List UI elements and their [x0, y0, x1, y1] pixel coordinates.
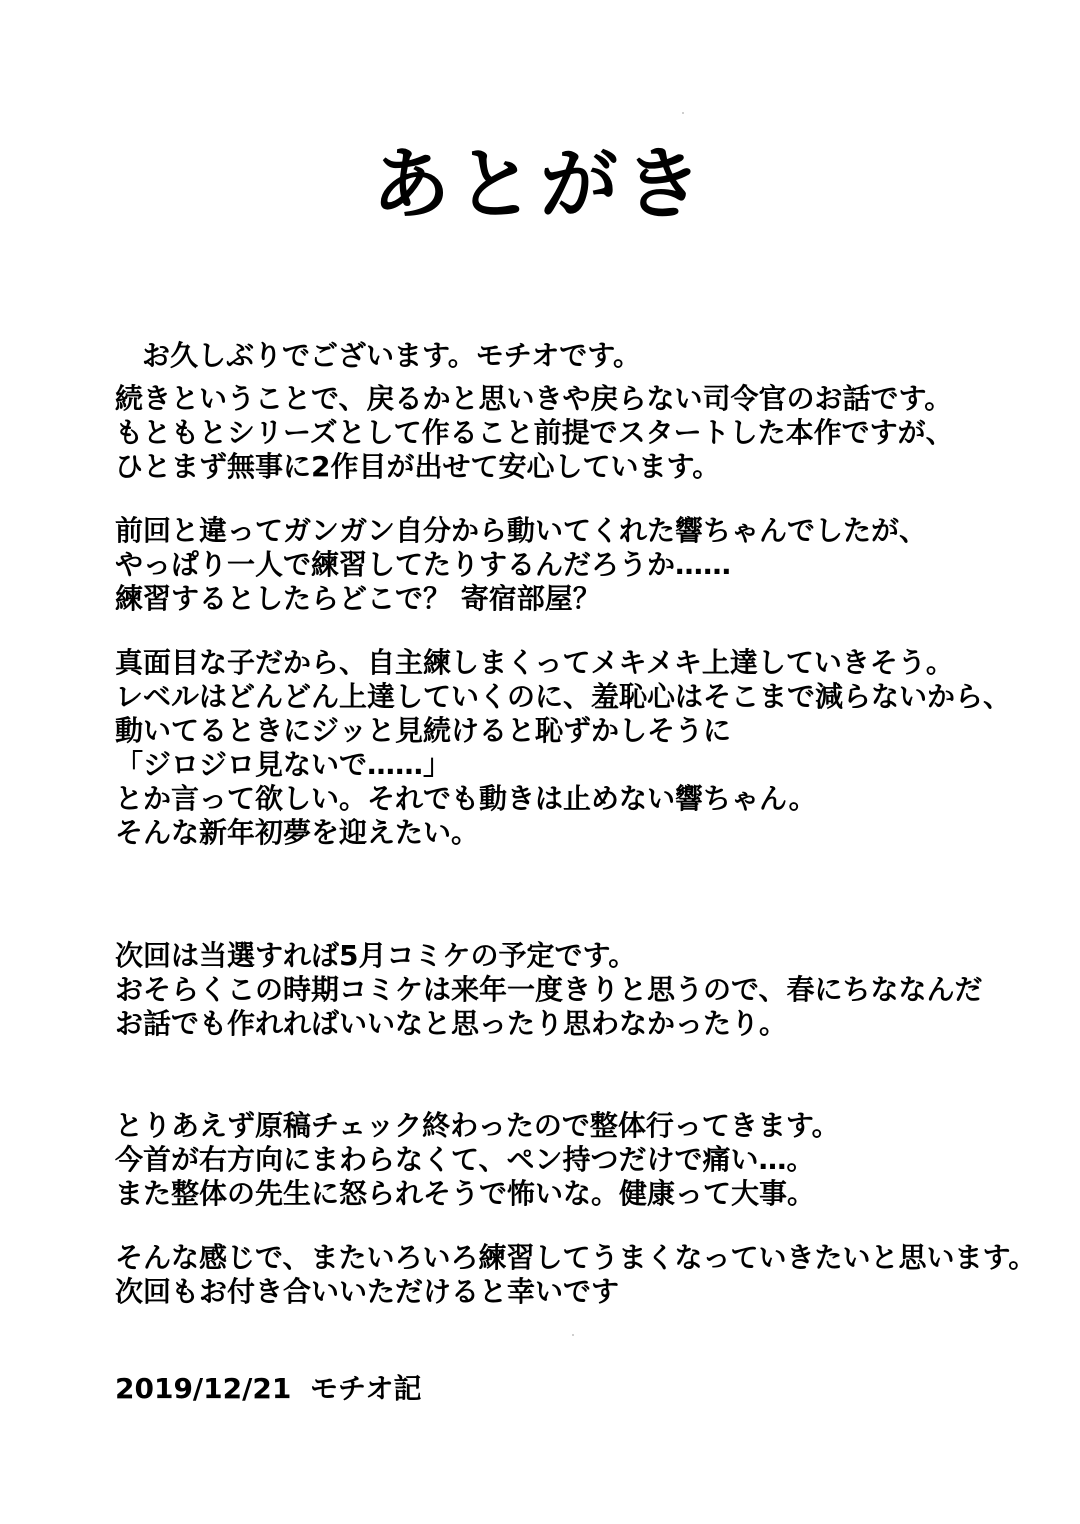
page-title: あとがき [371, 140, 708, 230]
paragraph-3-line-3: 動いてるときにジッと見続けると恥ずかしそうに [115, 714, 732, 747]
paragraph-3-line-6: そんな新年初夢を迎えたい。 [115, 816, 480, 849]
paragraph-2-line-3: 練習するとしたらどこで？ 寄宿部屋？ [115, 582, 601, 615]
paragraph-4-line-2: おそらくこの時期コミケは来年一度きりと思うので、春にちななんだ [115, 973, 983, 1006]
paragraph-6-line-2: 次回もお付き合いいただけると幸いです [115, 1275, 620, 1308]
paragraph-4-line-1: 次回は当選すれば5月コミケの予定です。 [115, 939, 637, 972]
signature-date: 2019/12/21 [115, 1372, 292, 1405]
paragraph-2-line-2: やっぱり一人で練習してたりするんだろうか…… [115, 548, 732, 581]
paragraph-5-line-1: とりあえず原稿チェック終わったので整体行ってきます。 [115, 1109, 840, 1142]
scan-speck [682, 112, 684, 114]
scan-speck [572, 1334, 574, 1336]
paragraph-3-line-5: とか言って欲しい。それでも動きは止めない響ちゃん。 [115, 782, 817, 815]
paragraph-4-line-3: お話でも作れればいいなと思ったり思わなかったり。 [115, 1007, 788, 1040]
paragraph-6-line-1: そんな感じで、またいろいろ練習してうまくなっていきたいと思います。 [115, 1241, 1037, 1274]
paragraph-1-line-1: 続きということで、戻るかと思いきや戻らない司令官のお話です。 [115, 382, 953, 415]
paragraph-3-line-1: 真面目な子だから、自主練しまくってメキメキ上達していきそう。 [115, 646, 954, 679]
paragraph-3-line-2: レベルはどんどん上達していくのに、羞恥心はそこまで減らないから、 [115, 680, 1012, 713]
paragraph-3-line-4: 「ジロジロ見ないで……」 [115, 748, 452, 781]
paragraph-5-line-2: 今首が右方向にまわらなくて、ペン持つだけで痛い…。 [115, 1143, 815, 1176]
greeting-line: お久しぶりでございます。モチオです。 [142, 339, 641, 372]
paragraph-1-line-2: もともとシリーズとして作ること前提でスタートした本作ですが、 [115, 416, 954, 449]
signature-author: モチオ記 [310, 1372, 422, 1405]
paragraph-5-line-3: また整体の先生に怒られそうで怖いな。健康って大事。 [115, 1177, 816, 1210]
paragraph-2-line-1: 前回と違ってガンガン自分から動いてくれた響ちゃんでしたが、 [115, 514, 928, 547]
paragraph-1-line-3: ひとまず無事に2作目が出せて安心しています。 [115, 450, 721, 483]
